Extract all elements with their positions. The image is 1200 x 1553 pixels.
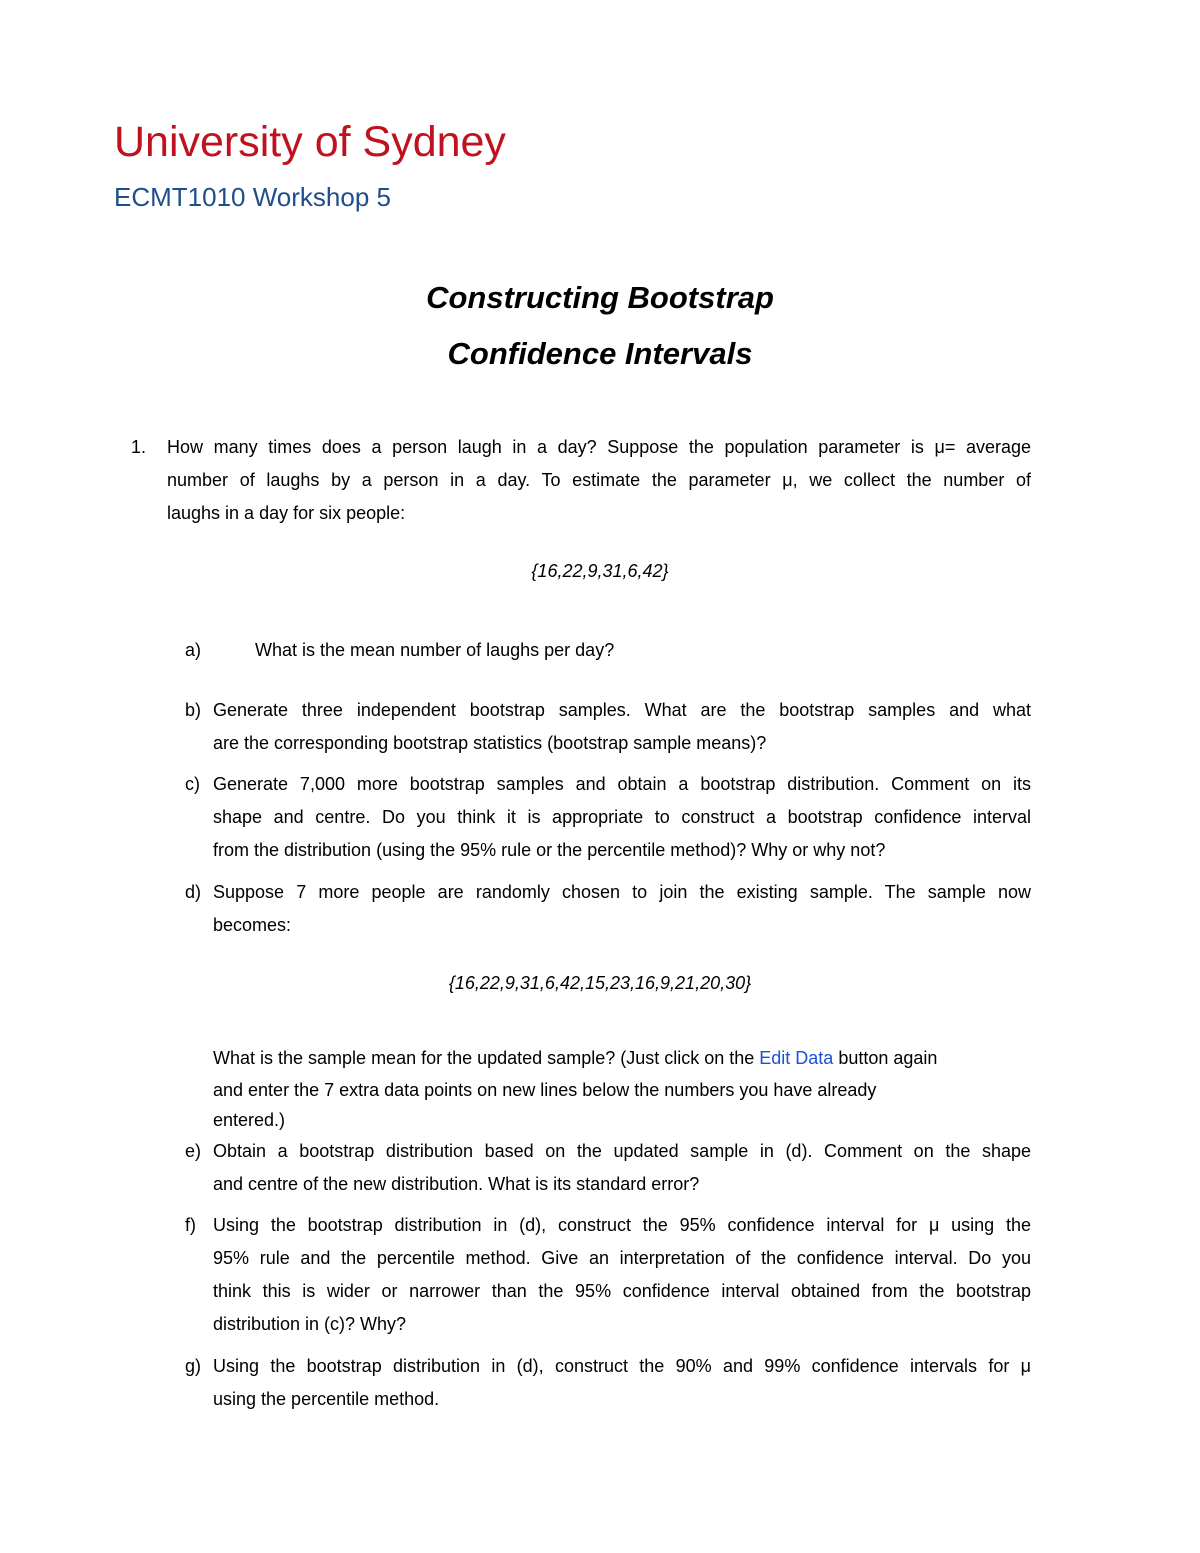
part-f-text-line: Using the bootstrap distribution in (d), construct the 95% confidence interval for μ using the xyxy=(213,1215,1031,1235)
part-f-text-line: 95% rule and the percentile method. Give an interpretation of the confidence interval. Do you xyxy=(213,1248,1031,1268)
part-c-text-line: from the distribution (using the 95% rule or the percentile method)? Why or why not? xyxy=(213,840,886,860)
workshop-subtitle: ECMT1010 Workshop 5 xyxy=(114,182,391,212)
part-b-text-line: Generate three independent bootstrap samples. What are the bootstrap samples and what xyxy=(213,700,1031,720)
updated-data-set: {16,22,9,31,6,42,15,23,16,9,21,20,30} xyxy=(448,973,752,993)
part-e-label: e) xyxy=(185,1141,202,1161)
part-e-text-line: Obtain a bootstrap distribution based on the updated sample in (d). Comment on the shape xyxy=(213,1141,1031,1161)
part-g-text-line: using the percentile method. xyxy=(213,1389,440,1409)
part-c-text-line: Generate 7,000 more bootstrap samples and obtain a bootstrap distribution. Comment on its xyxy=(213,774,1031,794)
part-c-label: c) xyxy=(185,774,200,794)
document-title-line2: Confidence Intervals xyxy=(447,336,753,371)
part-d-text-line: Suppose 7 more people are randomly chosen to join the existing sample. The sample now xyxy=(213,882,1031,902)
question-text-line: How many times does a person laugh in a day? Suppose the population parameter is μ= average xyxy=(167,437,1031,457)
part-f-text-line: think this is wider or narrower than the 95% confidence interval obtained from the bootstrap xyxy=(213,1281,1031,1301)
part-d-followup-text: What is the sample mean for the updated sample? (Just click on the xyxy=(213,1048,760,1068)
question-text-line: laughs in a day for six people: xyxy=(167,503,406,523)
part-g-label: g) xyxy=(185,1356,202,1376)
part-e-text-line: and centre of the new distribution. What is its standard error? xyxy=(213,1174,700,1194)
part-f-label: f) xyxy=(185,1215,196,1235)
part-d-followup-line: and enter the 7 extra data points on new lines below the numbers you have already xyxy=(213,1080,877,1100)
part-b-label: b) xyxy=(185,700,202,720)
edit-data-link[interactable]: Edit Data xyxy=(759,1048,834,1068)
part-d-followup-text: button again xyxy=(833,1048,938,1068)
part-d-label: d) xyxy=(185,882,202,902)
part-d-text-line: becomes: xyxy=(213,915,292,935)
university-title: University of Sydney xyxy=(114,118,506,166)
document-title-line1: Constructing Bootstrap xyxy=(426,280,774,315)
part-b-text-line: are the corresponding bootstrap statistics (bootstrap sample means)? xyxy=(213,733,767,753)
part-a-label: a) xyxy=(185,640,202,660)
part-g-text-line: Using the bootstrap distribution in (d), construct the 90% and 99% confidence intervals for μ xyxy=(213,1356,1031,1376)
part-f-text-line: distribution in (c)? Why? xyxy=(213,1314,407,1334)
question-text-line: number of laughs by a person in a day. To estimate the parameter μ, we collect the number of xyxy=(167,470,1031,490)
question-number: 1. xyxy=(131,437,147,457)
data-set: {16,22,9,31,6,42} xyxy=(531,561,669,581)
part-a-text: What is the mean number of laughs per day? xyxy=(255,640,615,660)
part-d-followup-line: entered.) xyxy=(213,1110,286,1130)
part-c-text-line: shape and centre. Do you think it is appropriate to construct a bootstrap confidence interval xyxy=(213,807,1031,827)
part-d-followup-line xyxy=(213,1048,937,1068)
